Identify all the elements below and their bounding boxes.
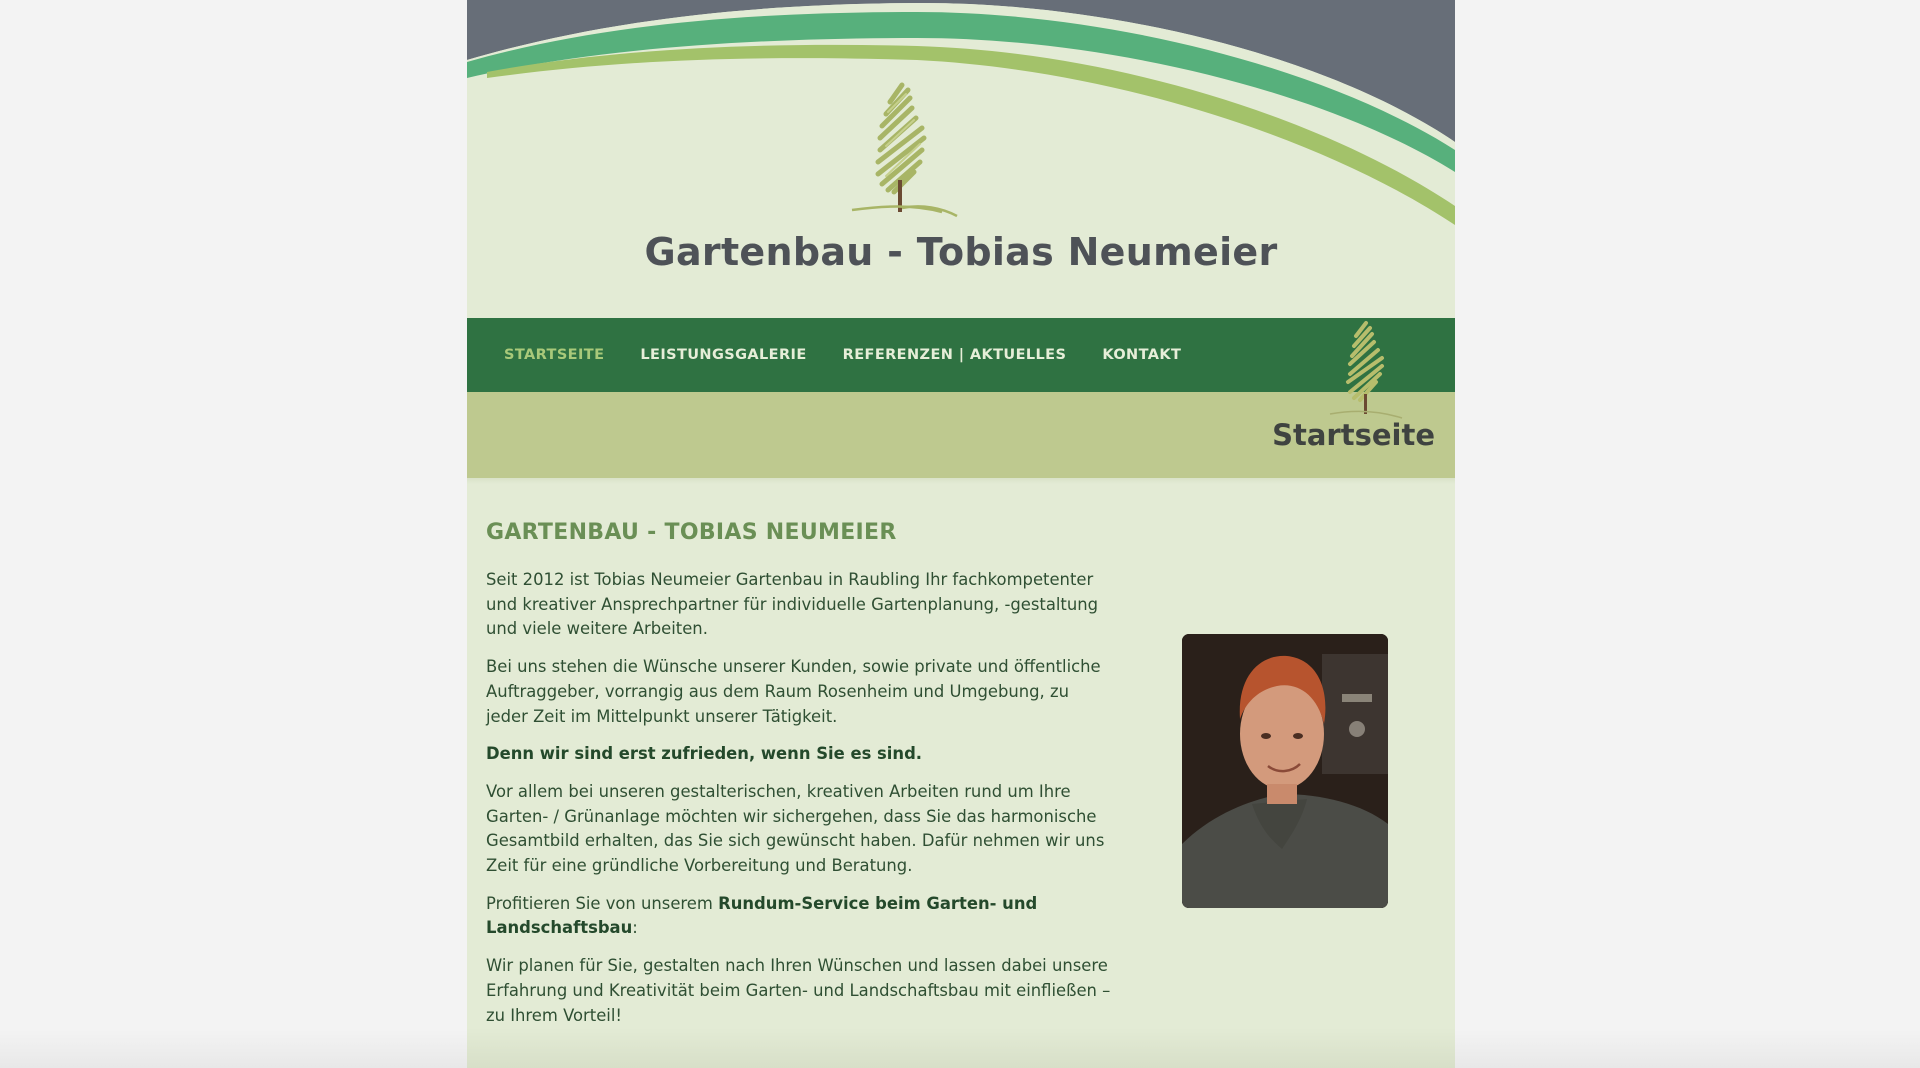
design-paragraph: Vor allem bei unseren gestalterischen, kreativen Arbeiten rund um Ihre Garten- / Grünanlage möchten wir sichergehen, dass Sie das harmonische Gesamtbild erhalten, das Sie sich gewünscht haben. Dafür nehmen wir uns Zeit für eine gründliche Vorbereitung und Beratung. xyxy=(486,781,1105,876)
customers-paragraph: Bei uns stehen die Wünsche unserer Kunden, sowie private und öffentliche Auftraggeber, vorrangig aus dem Raum Rosenheim und Umgebung, zu jeder Zeit im Mittelpunkt unserer Tätigkeit. xyxy=(486,657,1101,726)
planning-paragraph: Wir planen für Sie, gestalten nach Ihren Wünschen und lassen dabei unsere Erfahrung und Kreativität beim Garten- und Landschaftsbau mit einfließen – zu Ihrem Vorteil! xyxy=(486,956,1111,1025)
tree-logo-icon xyxy=(842,80,962,220)
site-header xyxy=(467,0,1455,318)
page-container xyxy=(467,0,1455,1068)
owner-portrait-photo xyxy=(1182,634,1388,908)
motto-text: Denn wir sind erst zufrieden, wenn Sie es sind. xyxy=(486,744,923,764)
band-shadow xyxy=(467,478,1455,484)
viewport-shadow-left xyxy=(0,1030,467,1068)
service-prefix: Profitieren Sie von unserem xyxy=(486,893,719,913)
service-suffix: : xyxy=(632,918,638,938)
nav-item-referenzen-aktuelles[interactable]: REFERENZEN | AKTUELLES xyxy=(842,347,1067,363)
viewport-shadow-right xyxy=(1455,1030,1920,1068)
bottom-fade xyxy=(467,1028,1455,1068)
motto-paragraph xyxy=(486,742,1116,767)
nav-list xyxy=(467,318,1455,392)
tree-icon xyxy=(1322,320,1412,422)
main-navigation xyxy=(467,318,1455,392)
nav-item-startseite[interactable]: STARTSEITE xyxy=(486,318,622,392)
service-highlight: Rundum-Service beim Garten- und Landschaftsbau xyxy=(486,893,1038,938)
page-title: Startseite xyxy=(1272,418,1435,452)
service-paragraph xyxy=(486,892,1116,941)
main-content xyxy=(486,520,1116,1041)
nav-item-leistungsgalerie[interactable]: LEISTUNGSGALERIE xyxy=(640,347,807,363)
portrait-image xyxy=(1182,634,1388,908)
nav-item-kontakt[interactable]: KONTAKT xyxy=(1102,347,1182,363)
content-heading: GARTENBAU - TOBIAS NEUMEIER xyxy=(486,520,897,545)
site-title: Gartenbau - Tobias Neumeier xyxy=(644,230,1278,274)
intro-paragraph: Seit 2012 ist Tobias Neumeier Gartenbau in Raubling Ihr fachkompetenter und kreativer Ansprechpartner für individuelle Gartenplanung, -gestaltung und viele weitere Arbeiten. xyxy=(486,570,1099,639)
